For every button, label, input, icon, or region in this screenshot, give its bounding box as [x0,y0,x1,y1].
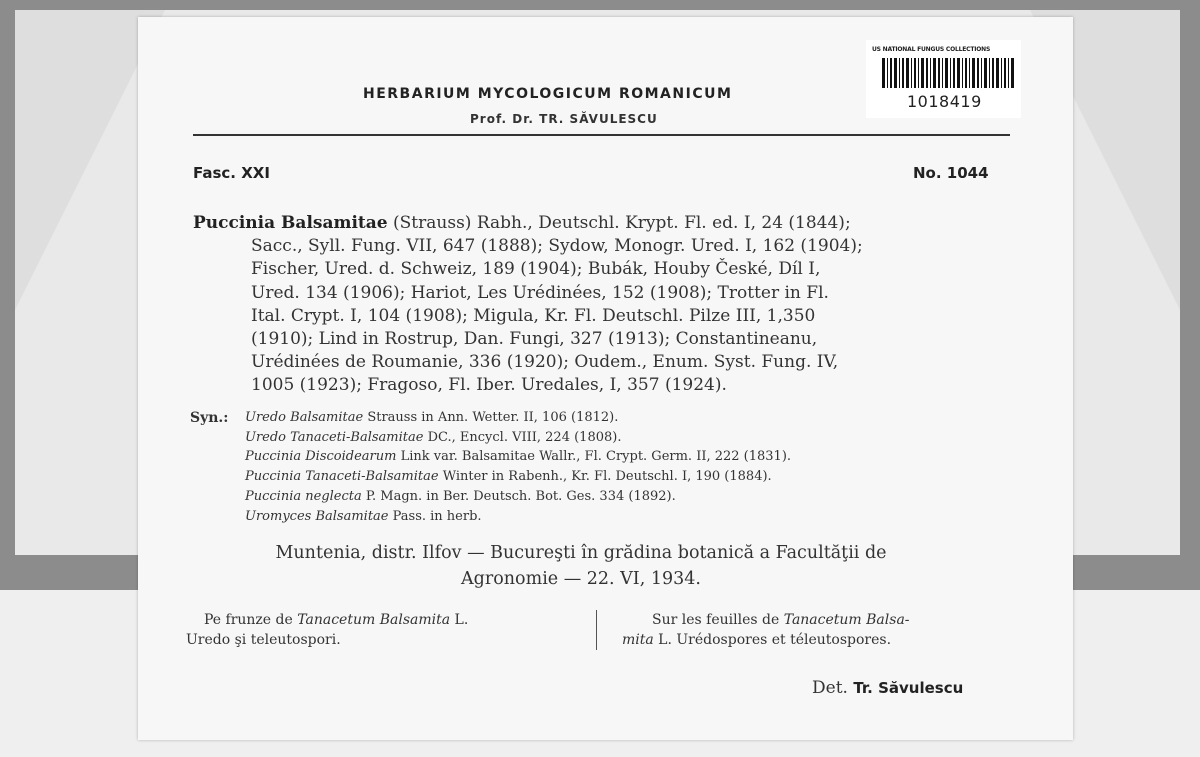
synonym-item [245,447,1025,467]
locality-date-line: Agronomie — 22. VI, 1934. [461,569,701,589]
citation-line: 1005 (1923); Fragoso, Fl. Iber. Uredales, I, 357 (1924). [251,375,727,396]
determiner [812,678,963,698]
citation-line: Ured. 134 (1906); Hariot, Les Urédinées, 152 (1908); Trotter in Fl. [251,282,829,303]
species-name: Puccinia Balsamitae [193,213,388,233]
synonym-name: Uredo Tanaceti-Balsamitae [245,429,424,445]
citation-first-line [193,212,1015,235]
citation-line: Urédinées de Roumanie, 336 (1920); Oudem., Enum. Syst. Fung. IV, [251,352,839,373]
header-rule [193,134,1010,136]
citation-line: Fischer, Ured. d. Schweiz, 189 (1904); Bubák, Houby České, Díl I, [251,259,821,280]
synonym-name: Puccinia neglecta [245,488,362,504]
host-note-line [622,632,891,648]
synonym-item [245,428,1025,448]
synonyms-label: Syn.: [190,410,229,426]
notes-divider [596,610,597,650]
synonym-reference: Pass. in herb. [388,508,482,524]
host-plant-name: Tanacetum Balsa- [783,612,910,628]
synonym-item [245,507,1025,527]
synonym-item [245,408,1025,428]
synonym-name: Uredo Balsamitae [245,410,364,425]
barcode-institution: US NATIONAL FUNGUS COLLECTIONS [872,46,991,53]
fascicle-number: Fasc. XXI [193,164,270,182]
host-note-romanian [186,610,584,650]
host-plant-name: Tanacetum Balsamita [297,612,451,628]
exsiccata-number: No. 1044 [913,164,989,182]
barcode-icon [882,58,1014,88]
citation-line: (1910); Lind in Rostrup, Dan. Fungi, 327 (1913); Constantineanu, [251,329,818,350]
host-note-line [186,610,584,630]
host-plant-name-cont: mita [622,632,654,648]
synonym-name: Puccinia Tanaceti-Balsamitae [245,469,439,485]
synonym-reference: DC., Encycl. VIII, 224 (1808). [423,429,622,445]
collection-locality [186,540,976,592]
herbarium-title: HERBARIUM MYCOLOGICUM ROMANICUM [363,86,733,102]
synonym-item [245,487,1025,507]
locality-line: Muntenia, distr. Ilfov — Bucureşti în grădina botanică a Facultăţii de [275,543,887,563]
determiner-name: Tr. Săvulescu [853,679,964,697]
synonym-reference: Link var. Balsamitae Wallr., Fl. Crypt. Germ. II, 222 (1831). [396,449,792,465]
synonym-item [245,467,1025,487]
citation-line: Ital. Crypt. I, 104 (1908); Migula, Kr. Fl. Deutschl. Pilze III, 1,350 [251,305,816,326]
host-note-prefix: Pe frunze de [204,612,298,628]
synonym-reference: Strauss in Ann. Wetter. II, 106 (1812). [363,410,619,425]
species-citation [193,212,1015,398]
herbarium-curator: Prof. Dr. TR. SĂVULESCU [470,112,658,126]
host-note-suffix: L. [450,612,469,628]
synonym-reference: P. Magn. in Ber. Deutsch. Bot. Ges. 334 (1892). [361,488,676,504]
determiner-prefix: Det. [812,678,848,698]
barcode-number: 1018419 [907,92,982,111]
synonym-name: Puccinia Discoidearum [245,449,397,465]
host-note-line [622,610,1022,630]
spore-stages: Uredo şi teleutospori. [186,632,341,648]
host-note-french [622,610,1022,650]
host-note-prefix: Sur les feuilles de [652,612,784,628]
citation-line: Sacc., Syll. Fung. VII, 647 (1888); Sydow, Monogr. Ured. I, 162 (1904); [251,236,863,257]
synonyms-list [245,408,1025,526]
synonym-reference: Winter in Rabenh., Kr. Fl. Deutschl. I, 190 (1884). [438,469,772,485]
synonym-name: Uromyces Balsamitae [245,508,389,524]
spore-stages: L. Urédospores et téleutospores. [653,632,892,648]
citation-authority: (Strauss) Rabh., Deutschl. Krypt. Fl. ed. I, 24 (1844); [387,213,851,233]
